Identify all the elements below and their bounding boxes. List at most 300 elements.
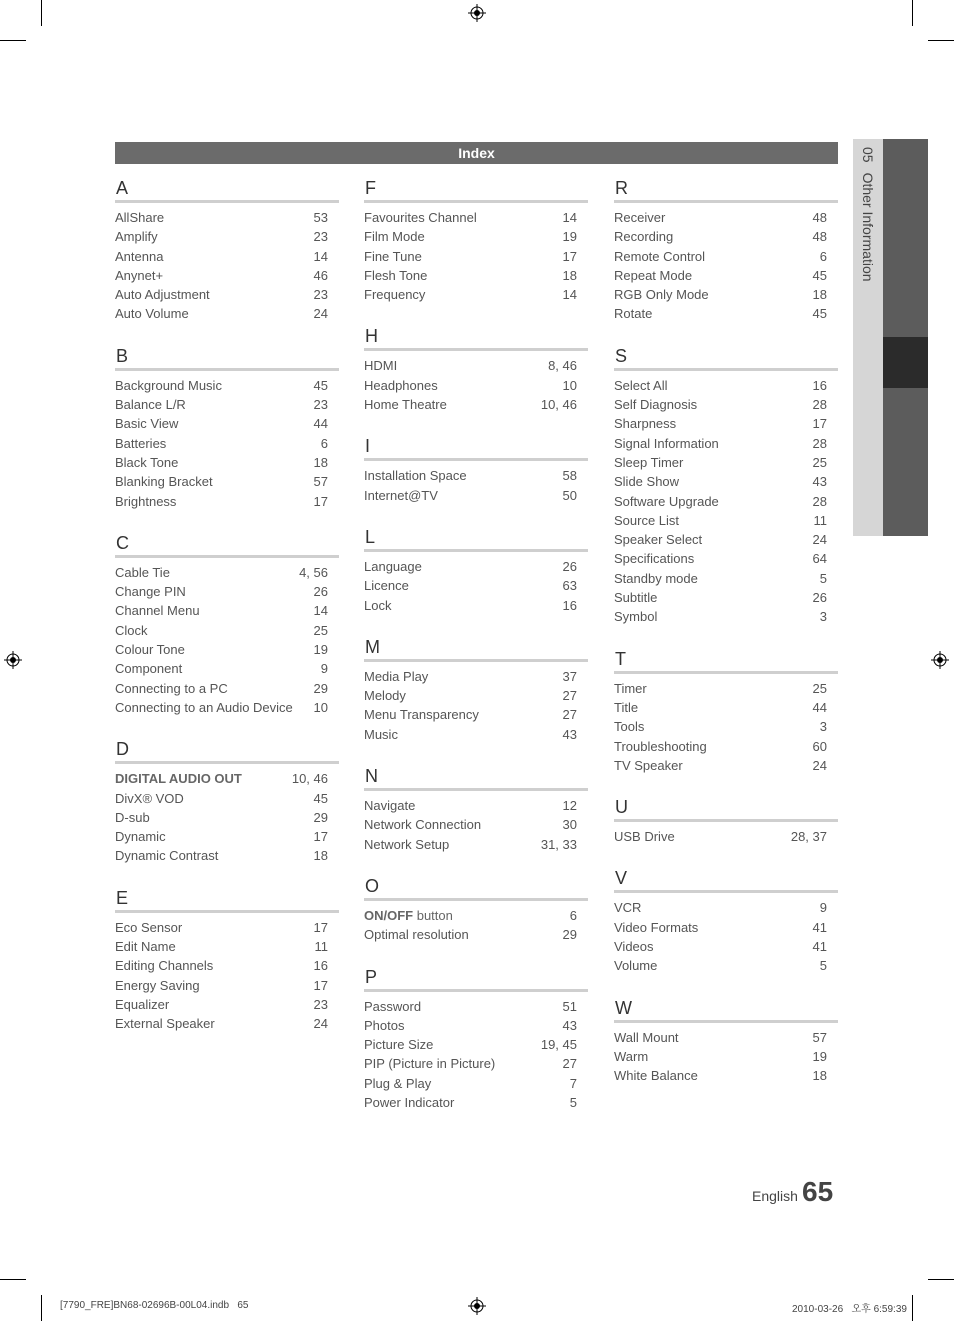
entry-term-text: Rotate bbox=[614, 306, 653, 322]
entry-term bbox=[614, 679, 647, 698]
entry-term-text: Antenna bbox=[115, 248, 164, 264]
entry-page: 18 bbox=[313, 848, 328, 864]
index-entry bbox=[614, 227, 838, 246]
entry-term-text: Channel Menu bbox=[115, 603, 200, 619]
entry-term-text: USB Drive bbox=[614, 829, 675, 845]
entry-page: 45 bbox=[812, 306, 827, 322]
entry-page: 6 bbox=[320, 435, 328, 451]
entry-term-text: DivX® VOD bbox=[115, 790, 184, 806]
index-entry bbox=[364, 557, 588, 576]
entry-term-text: Home Theatre bbox=[364, 397, 447, 413]
index-entry bbox=[364, 1054, 588, 1073]
index-section bbox=[364, 635, 588, 744]
index-entry bbox=[115, 698, 339, 717]
entry-page: 9 bbox=[819, 900, 827, 916]
index-entry bbox=[614, 472, 838, 491]
entry-term-text: Energy Saving bbox=[115, 977, 200, 993]
entry-term bbox=[364, 557, 422, 576]
entry-page: 19 bbox=[562, 229, 577, 245]
entry-page: 25 bbox=[812, 680, 827, 696]
entry-page: 19, 45 bbox=[540, 1037, 577, 1053]
entry-term-text: Clock bbox=[115, 622, 148, 638]
entry-term bbox=[364, 596, 391, 615]
entry-term bbox=[115, 976, 200, 995]
entry-term-text: Sharpness bbox=[614, 416, 677, 432]
entry-term bbox=[614, 247, 705, 266]
index-entry bbox=[115, 227, 339, 246]
index-column bbox=[614, 176, 838, 1106]
entry-term bbox=[115, 621, 148, 640]
entry-page: 28, 37 bbox=[790, 829, 827, 845]
index-entry bbox=[115, 285, 339, 304]
index-section bbox=[364, 874, 588, 945]
entry-term bbox=[115, 563, 170, 582]
entry-term bbox=[364, 796, 415, 815]
index-entry bbox=[614, 898, 838, 917]
entry-term bbox=[614, 511, 679, 530]
entry-page: 27 bbox=[562, 707, 577, 723]
entry-term-suffix: button bbox=[413, 907, 453, 923]
entry-term-text: Symbol bbox=[614, 609, 658, 625]
entry-term bbox=[614, 376, 667, 395]
page-number: 65 bbox=[802, 1176, 834, 1207]
entry-term bbox=[614, 756, 683, 775]
entry-term bbox=[115, 769, 242, 788]
entry-term bbox=[614, 395, 697, 414]
index-entry bbox=[115, 304, 339, 323]
entry-term-text: Batteries bbox=[115, 435, 167, 451]
index-section bbox=[614, 866, 838, 975]
entry-page: 17 bbox=[812, 416, 827, 432]
registration-mark-icon bbox=[468, 4, 486, 22]
index-entry bbox=[364, 1093, 588, 1112]
entry-term bbox=[364, 227, 425, 246]
entry-term-text: Dynamic bbox=[115, 829, 166, 845]
entry-page: 60 bbox=[812, 738, 827, 754]
index-entry bbox=[364, 725, 588, 744]
entry-page: 12 bbox=[562, 798, 577, 814]
index-entry bbox=[614, 549, 838, 568]
entry-page: 43 bbox=[812, 474, 827, 490]
entry-term-text: Title bbox=[614, 699, 639, 715]
entry-term-text: Connecting to a PC bbox=[115, 680, 228, 696]
entry-term bbox=[115, 582, 186, 601]
entry-term bbox=[614, 549, 694, 568]
entry-term bbox=[364, 815, 481, 834]
section-letter: N bbox=[364, 764, 588, 791]
entry-term bbox=[364, 1093, 454, 1112]
entry-term-text: Network Setup bbox=[364, 836, 450, 852]
entry-term-text: Edit Name bbox=[115, 939, 176, 955]
entry-page: 17 bbox=[313, 977, 328, 993]
entry-term bbox=[115, 472, 213, 491]
index-entry bbox=[364, 906, 588, 925]
entry-term-text: HDMI bbox=[364, 358, 398, 374]
index-entry bbox=[115, 789, 339, 808]
entry-page: 16 bbox=[562, 597, 577, 613]
entry-page: 48 bbox=[812, 229, 827, 245]
entry-term-text: Blanking Bracket bbox=[115, 474, 213, 490]
index-entry bbox=[614, 918, 838, 937]
entry-term-text: Video Formats bbox=[614, 919, 699, 935]
index-entry bbox=[115, 808, 339, 827]
entry-term-text: Balance L/R bbox=[115, 397, 186, 413]
entry-page: 23 bbox=[313, 397, 328, 413]
entry-term-text: Select All bbox=[614, 377, 668, 393]
entry-term-text: Equalizer bbox=[115, 996, 170, 1012]
index-column bbox=[364, 176, 588, 1132]
entry-term bbox=[364, 576, 409, 595]
entry-term bbox=[614, 530, 702, 549]
entry-page: 46 bbox=[313, 267, 328, 283]
index-entry bbox=[364, 376, 588, 395]
index-entry bbox=[115, 769, 339, 788]
print-slug-date: 2010-03-26 오후 6:59:39 bbox=[792, 1304, 907, 1315]
entry-term bbox=[115, 1014, 215, 1033]
index-entry bbox=[115, 601, 339, 620]
entry-page: 14 bbox=[562, 210, 577, 225]
entry-page: 11 bbox=[314, 939, 328, 955]
entry-page: 41 bbox=[812, 939, 827, 955]
entry-term-text: Lock bbox=[364, 597, 392, 613]
entry-term-text: Password bbox=[364, 998, 422, 1014]
index-entry bbox=[115, 266, 339, 285]
index-column bbox=[115, 176, 339, 1054]
entry-term-text: Background Music bbox=[115, 377, 222, 393]
entry-term bbox=[614, 937, 654, 956]
entry-term bbox=[614, 453, 683, 472]
index-entry bbox=[115, 1014, 339, 1033]
entry-page: 18 bbox=[812, 287, 827, 303]
entry-term-text: Receiver bbox=[614, 210, 666, 225]
entry-term-text: Timer bbox=[614, 680, 647, 696]
index-entry bbox=[364, 925, 588, 944]
entry-term-text: Videos bbox=[614, 939, 654, 955]
index-entry bbox=[364, 796, 588, 815]
entry-page: 24 bbox=[313, 1016, 328, 1032]
crop-mark bbox=[0, 40, 26, 41]
entry-term bbox=[614, 492, 719, 511]
entry-term bbox=[364, 835, 449, 854]
section-letter: H bbox=[364, 324, 588, 351]
entry-page: 7 bbox=[569, 1075, 577, 1091]
entry-term bbox=[115, 659, 182, 678]
entry-page: 30 bbox=[562, 817, 577, 833]
section-letter: W bbox=[614, 996, 838, 1023]
section-letter: P bbox=[364, 965, 588, 992]
index-entry bbox=[614, 434, 838, 453]
entry-term bbox=[614, 698, 638, 717]
section-letter: I bbox=[364, 434, 588, 461]
index-entry bbox=[115, 208, 339, 227]
entry-page: 48 bbox=[812, 210, 827, 225]
index-entry bbox=[614, 937, 838, 956]
entry-term-text: Plug & Play bbox=[364, 1075, 432, 1091]
entry-page: 28 bbox=[812, 397, 827, 413]
entry-term-text: Melody bbox=[364, 688, 406, 704]
entry-page: 37 bbox=[562, 668, 577, 684]
entry-term-text: Black Tone bbox=[115, 454, 179, 470]
entry-page: 16 bbox=[313, 958, 328, 974]
entry-page: 45 bbox=[812, 267, 827, 283]
entry-term-text: Source List bbox=[614, 512, 680, 528]
entry-page: 11 bbox=[813, 512, 827, 528]
section-letter: S bbox=[614, 344, 838, 371]
entry-term bbox=[364, 1016, 404, 1035]
entry-term bbox=[614, 1047, 648, 1066]
index-section bbox=[614, 647, 838, 775]
entry-page: 25 bbox=[313, 622, 328, 638]
index-section bbox=[614, 344, 838, 627]
index-entry bbox=[364, 667, 588, 686]
entry-term-text: D-sub bbox=[115, 809, 150, 825]
entry-page: 14 bbox=[313, 603, 328, 619]
entry-page: 10, 46 bbox=[540, 397, 577, 413]
index-entry bbox=[614, 1047, 838, 1066]
page-title: Index bbox=[115, 142, 838, 164]
entry-term bbox=[115, 414, 178, 433]
entry-term bbox=[364, 906, 453, 925]
entry-term-text: Flesh Tone bbox=[364, 267, 428, 283]
entry-term bbox=[364, 486, 438, 505]
index-section bbox=[115, 344, 339, 511]
index-entry bbox=[614, 569, 838, 588]
entry-term bbox=[115, 827, 166, 846]
index-entry bbox=[614, 247, 838, 266]
index-entry bbox=[364, 686, 588, 705]
entry-term-text: Media Play bbox=[364, 668, 429, 684]
index-entry bbox=[364, 1035, 588, 1054]
entry-term bbox=[364, 1054, 495, 1073]
entry-page: 44 bbox=[313, 416, 328, 432]
entry-term-text: Optimal resolution bbox=[364, 927, 469, 943]
index-section bbox=[364, 434, 588, 505]
entry-term bbox=[614, 434, 719, 453]
entry-term bbox=[614, 227, 673, 246]
print-slug-file: [7790_FRE]BN68-02696B-00L04.indb 65 bbox=[60, 1300, 249, 1311]
index-entry bbox=[614, 698, 838, 717]
entry-term bbox=[614, 956, 657, 975]
entry-term-text: Standby mode bbox=[614, 570, 698, 586]
entry-page: 27 bbox=[562, 1056, 577, 1072]
entry-page: 31, 33 bbox=[540, 836, 577, 852]
index-section bbox=[614, 996, 838, 1086]
entry-page: 25 bbox=[812, 454, 827, 470]
crop-mark bbox=[41, 0, 42, 26]
index-entry bbox=[614, 588, 838, 607]
entry-term bbox=[614, 898, 641, 917]
index-section bbox=[364, 176, 588, 304]
section-letter: C bbox=[115, 531, 339, 558]
index-entry bbox=[115, 918, 339, 937]
index-entry bbox=[115, 995, 339, 1014]
entry-term bbox=[364, 376, 438, 395]
entry-page: 17 bbox=[313, 493, 328, 509]
entry-term-text: Editing Channels bbox=[115, 958, 214, 974]
entry-term bbox=[364, 356, 397, 375]
entry-page: 17 bbox=[313, 919, 328, 935]
side-tab-marker bbox=[883, 337, 928, 388]
entry-term bbox=[364, 667, 428, 686]
entry-page: 6 bbox=[819, 248, 827, 264]
section-letter: D bbox=[115, 737, 339, 764]
section-letter: U bbox=[614, 795, 838, 822]
crop-mark bbox=[928, 40, 954, 41]
entry-term bbox=[614, 1028, 679, 1047]
entry-term bbox=[115, 956, 213, 975]
entry-term-text: Favourites Channel bbox=[364, 210, 477, 225]
entry-term-text: VCR bbox=[614, 900, 642, 916]
index-entry bbox=[115, 956, 339, 975]
index-entry bbox=[364, 596, 588, 615]
entry-page: 10 bbox=[313, 699, 328, 715]
entry-page: 29 bbox=[313, 809, 328, 825]
index-entry bbox=[614, 1066, 838, 1085]
entry-term bbox=[364, 1074, 431, 1093]
registration-mark-icon bbox=[931, 651, 949, 669]
entry-page: 24 bbox=[313, 306, 328, 322]
entry-term-text: Warm bbox=[614, 1048, 649, 1064]
index-section bbox=[364, 764, 588, 854]
entry-term bbox=[115, 601, 200, 620]
entry-page: 64 bbox=[812, 551, 827, 567]
index-entry bbox=[614, 737, 838, 756]
entry-page: 18 bbox=[562, 267, 577, 283]
section-letter: A bbox=[115, 176, 339, 203]
entry-page: 3 bbox=[819, 719, 827, 735]
index-entry bbox=[115, 659, 339, 678]
footer-language: English bbox=[752, 1188, 798, 1204]
entry-page: 17 bbox=[562, 248, 577, 264]
entry-term bbox=[364, 1035, 433, 1054]
index-entry bbox=[614, 395, 838, 414]
entry-term bbox=[364, 725, 398, 744]
entry-page: 57 bbox=[812, 1029, 827, 1045]
index-entry bbox=[115, 582, 339, 601]
index-entry bbox=[115, 395, 339, 414]
index-entry bbox=[115, 846, 339, 865]
entry-term-text: Amplify bbox=[115, 229, 158, 245]
entry-term-text: Network Connection bbox=[364, 817, 482, 833]
entry-page: 16 bbox=[812, 377, 827, 393]
entry-term-text: Speaker Select bbox=[614, 532, 703, 548]
entry-term-text: Change PIN bbox=[115, 584, 186, 600]
registration-mark-icon bbox=[4, 651, 22, 669]
entry-term bbox=[115, 995, 169, 1014]
entry-page: 27 bbox=[562, 688, 577, 704]
entry-term bbox=[614, 266, 692, 285]
entry-term-text: Self Diagnosis bbox=[614, 397, 698, 413]
entry-term-text: Language bbox=[364, 558, 422, 574]
index-entry bbox=[115, 453, 339, 472]
entry-term-text: Picture Size bbox=[364, 1037, 434, 1053]
entry-page: 53 bbox=[313, 210, 328, 225]
registration-mark-icon bbox=[468, 1297, 486, 1315]
chapter-number: 05 bbox=[860, 147, 876, 163]
entry-page: 23 bbox=[313, 287, 328, 303]
index-entry bbox=[364, 576, 588, 595]
index-entry bbox=[614, 956, 838, 975]
index-entry bbox=[614, 1028, 838, 1047]
index-entry bbox=[364, 815, 588, 834]
entry-term bbox=[115, 208, 164, 227]
entry-term bbox=[614, 918, 698, 937]
entry-page: 58 bbox=[562, 468, 577, 484]
entry-term bbox=[614, 208, 665, 227]
entry-term-text: Volume bbox=[614, 958, 658, 974]
index-section bbox=[364, 525, 588, 615]
entry-term-text: Dynamic Contrast bbox=[115, 848, 219, 864]
entry-term-text: AllShare bbox=[115, 210, 165, 225]
entry-term bbox=[614, 472, 679, 491]
entry-term bbox=[115, 395, 186, 414]
entry-page: 43 bbox=[562, 1017, 577, 1033]
entry-page: 24 bbox=[812, 757, 827, 773]
crop-mark bbox=[912, 1295, 913, 1321]
index-entry bbox=[614, 376, 838, 395]
index-entry bbox=[115, 937, 339, 956]
entry-term bbox=[364, 925, 469, 944]
index-entry bbox=[115, 472, 339, 491]
entry-page: 24 bbox=[812, 532, 827, 548]
index-section bbox=[115, 737, 339, 865]
entry-term bbox=[364, 466, 467, 485]
index-entry bbox=[364, 1074, 588, 1093]
index-entry bbox=[614, 414, 838, 433]
index-entry bbox=[364, 227, 588, 246]
entry-term bbox=[115, 376, 222, 395]
index-entry bbox=[115, 247, 339, 266]
entry-term-text: Wall Mount bbox=[614, 1029, 679, 1045]
section-letter: R bbox=[614, 176, 838, 203]
entry-term-text: PIP (Picture in Picture) bbox=[364, 1056, 496, 1072]
entry-term-text: White Balance bbox=[614, 1068, 698, 1084]
entry-term bbox=[364, 247, 422, 266]
index-entry bbox=[364, 266, 588, 285]
entry-page: 26 bbox=[562, 558, 577, 574]
section-letter: T bbox=[614, 647, 838, 674]
entry-term bbox=[115, 937, 176, 956]
entry-page: 18 bbox=[812, 1068, 827, 1084]
entry-term-text: Connecting to an Audio Device bbox=[115, 699, 293, 715]
entry-term-text: Internet@TV bbox=[364, 487, 438, 503]
entry-term bbox=[364, 208, 477, 227]
index-entry bbox=[115, 414, 339, 433]
entry-term bbox=[614, 588, 657, 607]
entry-page: 10, 46 bbox=[291, 771, 328, 787]
index-entry bbox=[614, 453, 838, 472]
entry-term bbox=[614, 607, 657, 626]
entry-term-text: Colour Tone bbox=[115, 642, 185, 658]
index-entry bbox=[614, 827, 838, 846]
entry-term bbox=[115, 918, 182, 937]
index-entry bbox=[614, 285, 838, 304]
entry-term-text: Signal Information bbox=[614, 435, 719, 451]
entry-page: 45 bbox=[313, 790, 328, 806]
entry-term bbox=[115, 679, 228, 698]
entry-page: 19 bbox=[313, 642, 328, 658]
index-entry bbox=[364, 835, 588, 854]
entry-term-text: Auto Volume bbox=[115, 306, 189, 322]
entry-term-text: ON/OFF bbox=[364, 907, 414, 923]
index-entry bbox=[364, 395, 588, 414]
entry-term bbox=[115, 227, 158, 246]
entry-page: 14 bbox=[562, 287, 577, 303]
index-entry bbox=[364, 705, 588, 724]
index-entry bbox=[364, 247, 588, 266]
entry-term-text: Film Mode bbox=[364, 229, 425, 245]
entry-term-text: Recording bbox=[614, 229, 674, 245]
